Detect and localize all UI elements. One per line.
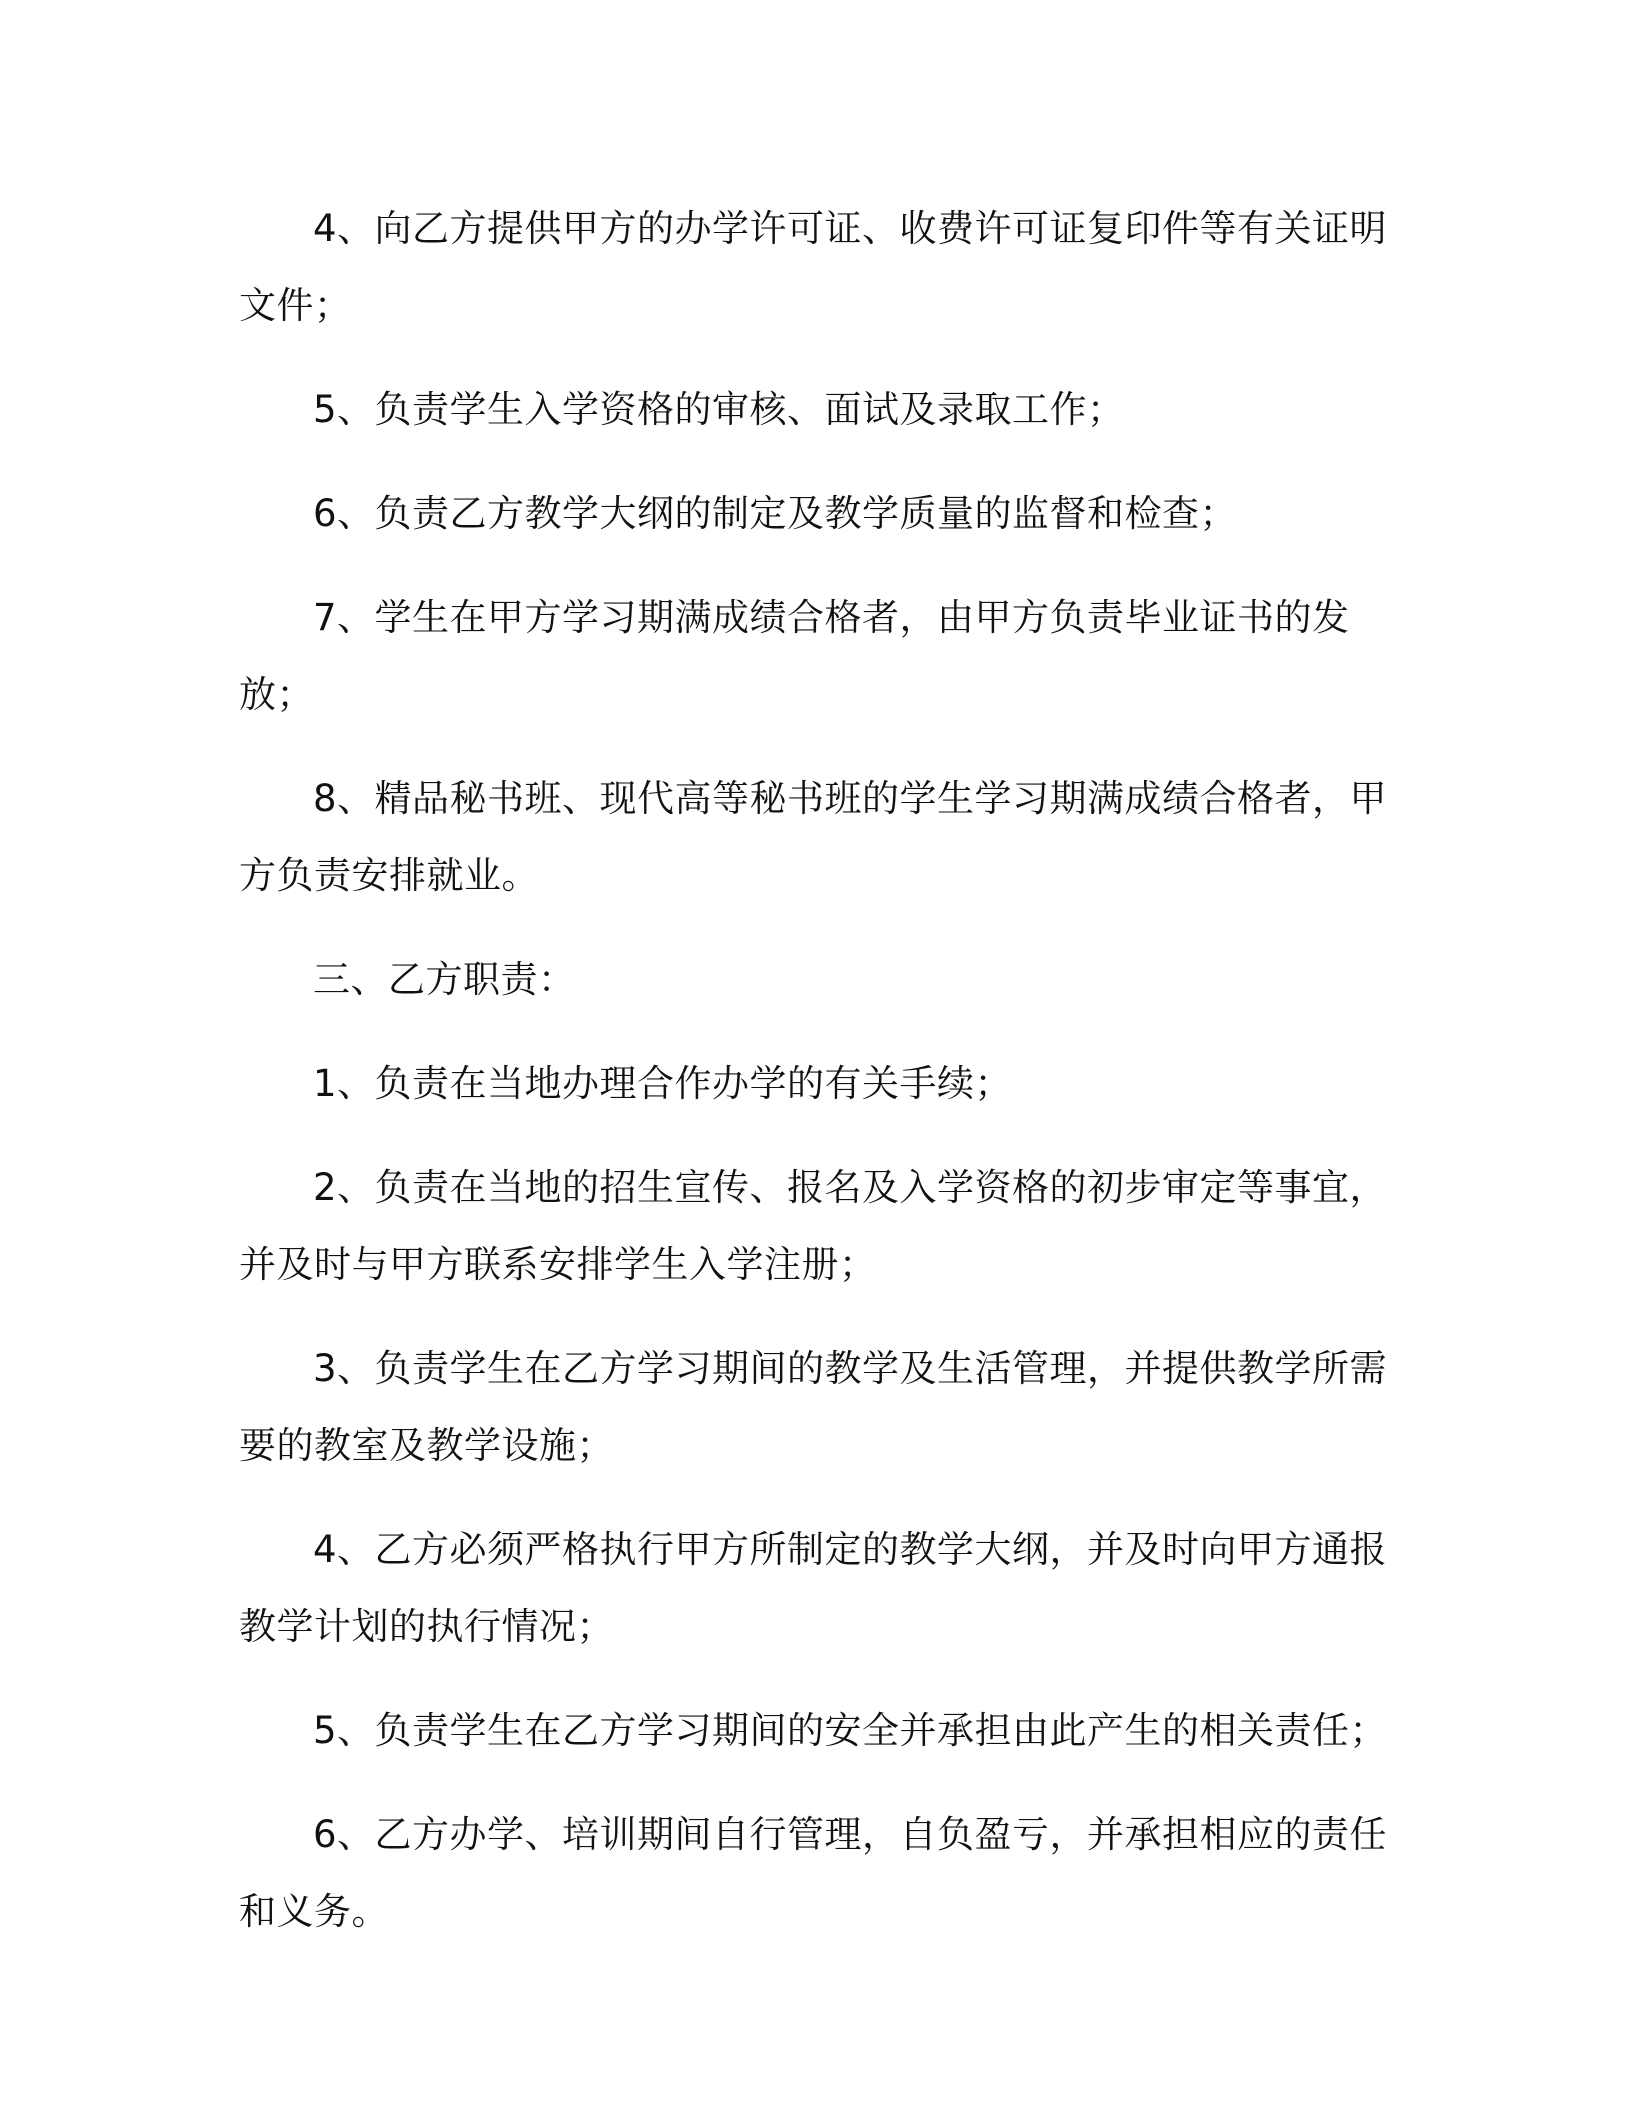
paragraph-party-a-item-7: 7、学生在甲方学习期满成绩合格者，由甲方负责毕业证书的发放；	[239, 596, 1350, 716]
section-heading-party-b-duties: 三、乙方职责：	[313, 958, 576, 1001]
paragraph-party-b-item-6: 6、乙方办学、培训期间自行管理，自负盈亏，并承担相应的责任和义务。	[239, 1813, 1388, 1933]
paragraph-party-b-item-5: 5、负责学生在乙方学习期间的安全并承担由此产生的相关责任；	[313, 1709, 1388, 1752]
paragraph-party-b-item-4: 4、乙方必须严格执行甲方所制定的教学大纲，并及时向甲方通报教学计划的执行情况；	[239, 1528, 1388, 1648]
document-body	[239, 190, 1394, 1977]
paragraph-party-a-item-4: 4、向乙方提供甲方的办学许可证、收费许可证复印件等有关证明文件；	[239, 207, 1388, 327]
paragraph-party-b-item-3: 3、负责学生在乙方学习期间的教学及生活管理，并提供教学所需要的教室及教学设施；	[239, 1347, 1388, 1467]
paragraph-party-a-item-5: 5、负责学生入学资格的审核、面试及录取工作；	[313, 388, 1125, 431]
paragraph-party-a-item-6: 6、负责乙方教学大纲的制定及教学质量的监督和检查；	[313, 492, 1238, 535]
paragraph-party-b-item-2: 2、负责在当地的招生宣传、报名及入学资格的初步审定等事宜，并及时与甲方联系安排学生入学注册；	[239, 1166, 1388, 1286]
paragraph-party-b-item-1: 1、负责在当地办理合作办学的有关手续；	[313, 1062, 1013, 1105]
paragraph-party-a-item-8: 8、精品秘书班、现代高等秘书班的学生学习期满成绩合格者，甲方负责安排就业。	[239, 777, 1388, 897]
